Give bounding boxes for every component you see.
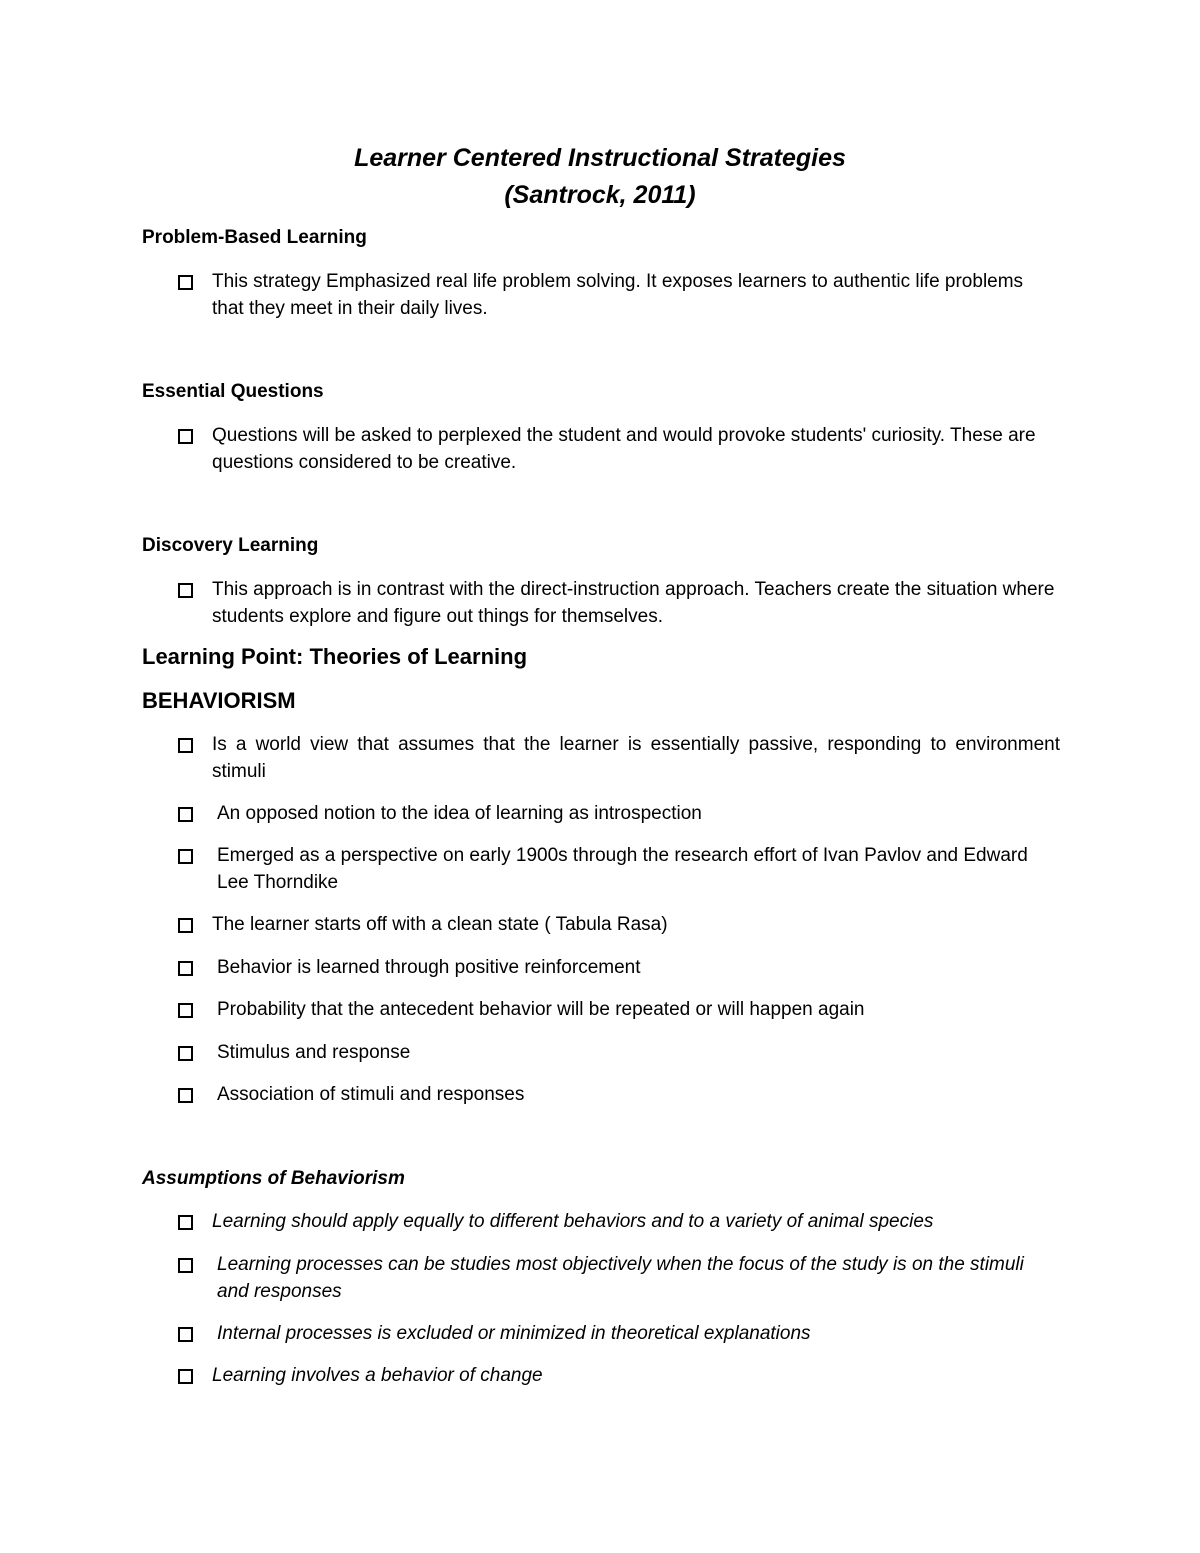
list-item: Learning processes can be studies most objectively when the focus of the study is on the stimuli and responses	[178, 1251, 1060, 1305]
list-item: This strategy Emphasized real life problem solving. It exposes learners to authentic life problems that they meet in their daily lives.	[178, 268, 1060, 322]
checkbox-icon	[178, 1088, 193, 1103]
checkbox-icon	[178, 275, 193, 290]
document-citation: (Santrock, 2011)	[504, 181, 696, 209]
list-item: Emerged as a perspective on early 1900s through the research effort of Ivan Pavlov and Edward Lee Thorndike	[178, 842, 1060, 896]
section-heading-learning-point: Learning Point: Theories of Learning	[142, 644, 528, 669]
list-item: Association of stimuli and responses	[178, 1081, 1060, 1108]
list-item: Stimulus and response	[178, 1039, 1060, 1066]
checkbox-icon	[178, 429, 193, 444]
checkbox-icon	[178, 849, 193, 864]
checkbox-icon	[178, 1327, 193, 1342]
section-heading-behaviorism: BEHAVIORISM	[142, 688, 296, 713]
checkbox-icon	[178, 738, 193, 753]
list-item: Is a world view that assumes that the learner is essentially passive, responding to environment stimuli	[178, 731, 1060, 785]
checkbox-icon	[178, 807, 193, 822]
list-item: An opposed notion to the idea of learning as introspection	[178, 800, 1060, 827]
list-item: Questions will be asked to perplexed the student and would provoke students' curiosity. These are questions considered to be creative.	[178, 422, 1060, 476]
section-heading-assumptions: Assumptions of Behaviorism	[142, 1168, 405, 1189]
section-heading-discovery-learning: Discovery Learning	[142, 535, 319, 556]
checkbox-icon	[178, 583, 193, 598]
list-item: Learning involves a behavior of change	[178, 1362, 1060, 1389]
checkbox-icon	[178, 1258, 193, 1273]
list-item: This approach is in contrast with the direct-instruction approach. Teachers create the situation where students explore and figure out things for themselves.	[178, 576, 1060, 630]
checkbox-icon	[178, 918, 193, 933]
section-heading-essential-questions: Essential Questions	[142, 381, 324, 402]
checkbox-icon	[178, 1369, 193, 1384]
section-heading-problem-based-learning: Problem-Based Learning	[142, 227, 367, 248]
checkbox-icon	[178, 961, 193, 976]
list-item: Learning should apply equally to different behaviors and to a variety of animal species	[178, 1208, 1060, 1235]
list-item: Behavior is learned through positive reinforcement	[178, 954, 1060, 981]
checkbox-icon	[178, 1003, 193, 1018]
list-item: Probability that the antecedent behavior will be repeated or will happen again	[178, 996, 1060, 1023]
list-item: The learner starts off with a clean state ( Tabula Rasa)	[178, 911, 1060, 938]
checkbox-icon	[178, 1215, 193, 1230]
checkbox-icon	[178, 1046, 193, 1061]
list-item: Internal processes is excluded or minimized in theoretical explanations	[178, 1320, 1060, 1347]
document-title: Learner Centered Instructional Strategies	[354, 144, 846, 172]
